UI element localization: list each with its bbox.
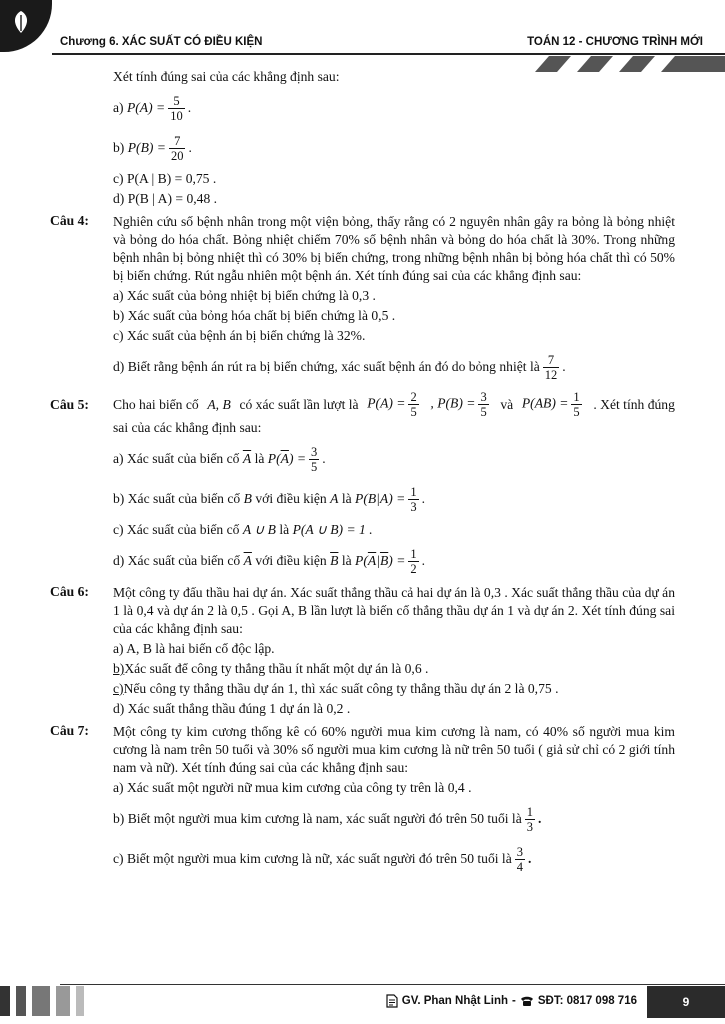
q5-option-d: d) Xác suất của biến cố $\overline{A}$ với điều kiện $\overline{B}$ là P( $\overline{A}$ | $\overline{B}$ ) = $\frac{1}{2}$ . [113,546,426,576]
q7-option-a: a) Xác suất một người nữ mua kim cương của công ty trên là 0,4 . [113,780,472,795]
fraction: $\frac{3}{4}$ [516,844,523,874]
logo [0,0,52,52]
question-6 [50,584,675,638]
prev-option-b: b) P(B) = $\frac{7}{20}$ . [113,133,192,163]
q6-option-c: c) Nếu công ty thắng thầu dự án 1, thì xác suất công ty thắng thầu dự án 2 là 0,75 . [113,681,559,696]
question-text-cont: sai của các khẳng định sau: [113,420,262,435]
q5-option-b: b) Xác suất của biến cố B với điều kiện A là P(B|A) = $\frac{1}{3}$ . [113,484,425,514]
question-label: Câu 5: [50,396,89,412]
page-number: 9 [647,986,725,1018]
q4-option-c: c) Xác suất của bệnh án bị biến chứng là 32%. [113,328,366,343]
fraction: $\frac{1}{3}$ [526,804,533,834]
q6-option-b: b) Xác suất để công ty thắng thầu ít nhất một dự án là 0,6 . [113,661,429,676]
prev-option-c: c) P(A | B) = 0,75 . [113,171,217,186]
q6-option-a: a) A, B là hai biến cố độc lập. [113,641,275,656]
question-label: Câu 4: [50,213,89,228]
q4-option-b: b) Xác suất của bỏng hóa chất bị biến chứng là 0,5 . [113,308,396,323]
document-icon [386,994,398,1008]
q5-option-a: a) Xác suất của biến cố $\overline{A}$ là P( $\overline{A}$ ) = $\frac{3}{5}$ . [113,444,326,474]
fraction: $\frac{1}{2}$ [410,546,417,576]
fraction: $\frac{3}{5}$ [311,444,318,474]
q7-option-b: b) Biết một người mua kim cương là nam, xác suất người đó trên 50 tuổi là $\frac{1}{3}$ . [113,804,542,834]
footer-bars [0,986,130,1016]
q7-option-c: c) Biết một người mua kim cương là nữ, xác suất người đó trên 50 tuổi là $\frac{3}{4}$ . [113,844,532,874]
phone-icon [520,995,534,1007]
question-5: Câu 5: Cho hai biến cố A, B có xác suất lần lượt là P(A) = $\frac{2}{5}$ , P(B) = $\frac{3}{5}$ và P(AB) = $\frac{1}{5}$ . Xét tính đúng [50,390,675,419]
question-text: Nghiên cứu số bệnh nhân trong một viện bỏng, thấy rằng có 2 nguyên nhân gây ra bỏng là bỏng nhiệt và bỏng do hóa chất. Bỏng nhiệt chiếm 70% số bệnh nhân và bỏng do hóa chất là 30%. Trong những bệnh nhân bị bỏng nhiệt thì có 30% bị biến chứng, trong những bệnh nhân bị bỏng hóa chất thì có 50% bị biến chứng. Rút ngẫu nhiên một bệnh án. Xét tính đúng sai của các khẳng định sau: [113,214,675,283]
fraction: $\frac{1}{3}$ [410,484,417,514]
q4-option-d: d) Biết rằng bệnh án rút ra bị biến chứng, xác suất bệnh án đó do bỏng nhiệt là $\frac{7}{12}$ . [113,352,566,382]
fraction: $\frac{5}{10}$ [170,93,183,123]
question-7 [50,723,675,777]
chapter-title: Chương 6. XÁC SUẤT CÓ ĐIỀU KIỆN [60,36,263,48]
question-text: Một công ty kim cương thống kê có 60% người mua kim cương là nam, có 40% số người mua kim cương là nam trên 50 tuổi và 30% số người mua kim cương là nữ trên 50 tuổi ( giả sử chỉ có 2 giới tính nam và nữ). Xét tính đúng sai của các khẳng định sau: [113,724,675,775]
q6-option-d: d) Xác suất thắng thầu đúng 1 dự án là 0,2 . [113,701,351,716]
fraction: $\frac{7}{20}$ [170,133,184,163]
q5-option-c: c) Xác suất của biến cố A ∪ B là P(A ∪ B) = 1 . [113,522,373,537]
footer-divider [60,984,725,985]
question-label: Câu 6: [50,584,89,599]
page-content [50,68,675,881]
course-title: TOÁN 12 - CHƯƠNG TRÌNH MỚI [527,36,703,48]
question-text: Một công ty đấu thầu hai dự án. Xác suất thắng thầu cả hai dự án là 0,3 . Xác suất thắng thầu của dự án 1 là 0,4 và dự án 2 là 0,5 . Gọi A, B lần lượt là biến cố thắng thầu dự án 1 và dự án 2. Xét tính đúng sai của các khẳng định sau: [113,585,675,636]
intro-text: Xét tính đúng sai của các khẳng định sau: [113,69,340,84]
q4-option-a: a) Xác suất của bỏng nhiệt bị biến chứng là 0,3 . [113,288,376,303]
header-divider [52,53,725,55]
prev-option-d: d) P(B | A) = 0,48 . [113,191,218,206]
footer-separator: - [512,995,516,1007]
question-label: Câu 7: [50,723,89,738]
footer [0,966,725,1024]
phone-number: SĐT: 0817 098 716 [537,995,637,1007]
question-4 [50,213,675,285]
leaf-logo-icon [8,9,34,35]
prev-option-a: a) P(A) = $\frac{5}{10}$ . [113,93,192,123]
teacher-name: GV. Phan Nhật Linh [401,995,509,1007]
fraction: $\frac{7}{12}$ [544,352,558,382]
